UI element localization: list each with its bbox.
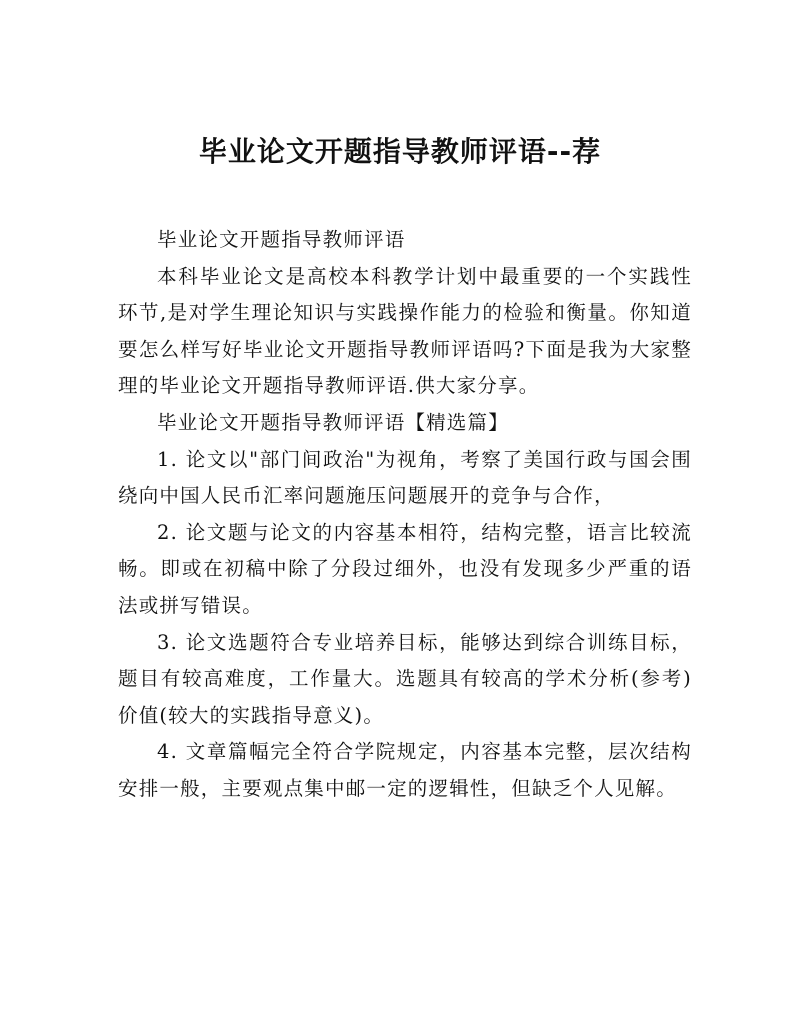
paragraph-item-2: 2. 论文题与论文的内容基本相符，结构完整，语言比较流畅。即或在初稿中除了分段过细外，也没有发现多少严重的语法或拼写错误。 (118, 520, 692, 617)
paragraph-section-heading: 毕业论文开题指导教师评语【精选篇】 (157, 410, 509, 434)
document-body (118, 222, 692, 808)
paragraph-item-4: 4. 文章篇幅完全符合学院规定，内容基本完整，层次结构安排一般，主要观点集中邮一定的逻辑性，但缺乏个人见解。 (118, 740, 692, 800)
paragraph-item-1: 1. 论文以"部门间政治"为视角，考察了美国行政与国会围绕向中国人民币汇率问题施压问题展开的竞争与合作， (118, 447, 692, 508)
paragraph-heading: 毕业论文开题指导教师评语 (157, 228, 406, 251)
paragraph-item-3: 3. 论文选题符合专业培养目标，能够达到综合训练目标，题目有较高难度，工作量大。选题具有较高的学术分析(参考)价值(较大的实践指导意义)。 (118, 630, 692, 727)
paragraph-intro: 本科毕业论文是高校本科教学计划中最重要的一个实践性环节,是对学生理论知识与实践操作能力的检验和衡量。你知道要怎么样写好毕业论文开题指导教师评语吗?下面是我为大家整理的毕业论文开题指导教师评语.供大家分享。 (118, 264, 692, 398)
document-title: 毕业论文开题指导教师评语--荐 (198, 135, 602, 168)
